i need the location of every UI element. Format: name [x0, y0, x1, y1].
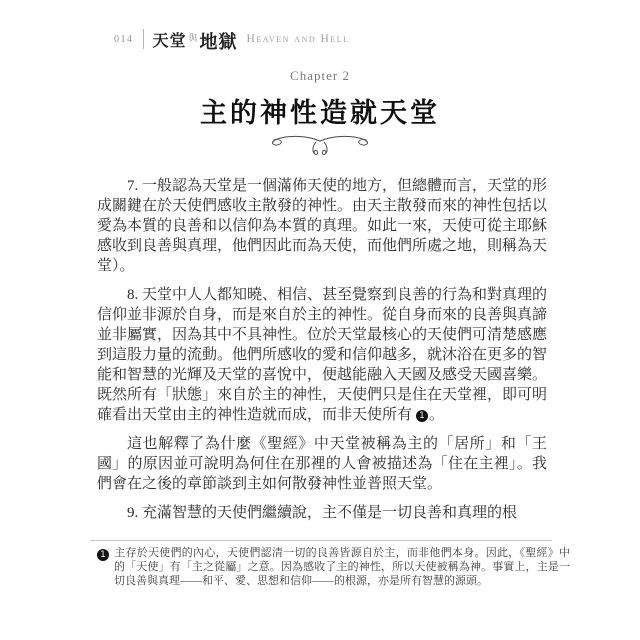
book-title-en: Heaven and Hell: [246, 33, 350, 45]
flourish-ornament-icon: [0, 133, 640, 164]
footnote-ref-badge: 1: [416, 410, 428, 422]
book-title-zh-second: 地獄: [199, 32, 238, 52]
paragraph-8-end: 。: [429, 407, 445, 423]
chapter-title: 主的神性造就天堂: [200, 98, 440, 128]
paragraph-8: [97, 285, 547, 425]
header-divider: [143, 29, 144, 49]
footnote-divider: [90, 540, 552, 541]
paragraph-7-text: 7. 一般認為天堂是一個滿佈天使的地方，但總體而言，天堂的形成關鍵在於天使們感收主散發的神性。由天主散發而來的神性包括以愛為本質的良善和以信仰為本質的真理。如此一來，天使可從主耶穌感收到良善與真理，他們因此而為天使，而他們所處之地，則稱為天堂）。: [97, 178, 548, 274]
paragraph-7: [97, 176, 547, 276]
paragraph-8-continued: [97, 434, 547, 494]
paragraph-9: [97, 503, 547, 523]
paragraph-9-text: 9. 充滿智慧的天使們繼續說，主不僅是一切良善和真理的根: [127, 505, 518, 521]
body-text: [97, 176, 547, 532]
footnote: [97, 547, 570, 588]
book-title-zh: 天堂: [152, 32, 187, 50]
running-header: [114, 26, 349, 52]
paragraph-8-continued-text: 這也解釋了為什麼《聖經》中天堂被稱為主的「居所」和「王國」的原因並可說明為何住在那裡的人會被描述為「住在主裡」。我們會在之後的章節談到主如何散發神性並普照天堂。: [97, 436, 547, 492]
footnote-text: 主存於天使們的內心，天使們認清一切的良善皆源自於主，而非他們本身。因此，《聖經》中的「天使」有「主之從屬」之意。因為感收了主的神性，所以天使被稱為神。事實上，主是一切良善與真理——和平、愛、思想和信仰——的根源，亦是所有智慧的源頭。: [114, 547, 570, 587]
chapter-heading: [0, 68, 640, 164]
paragraph-8-text: 8. 天堂中人人都知曉、相信、甚至覺察到良善的行為和對真理的信仰並非源於自身，而是來自於主的神性。從自身而來的良善與真諦並非屬實，因為其中不具神性。位於天堂最核心的天使們可清楚感應到這股力量的流動。他們所感收的愛和信仰越多，就沐浴在更多的智能和智慧的光輝及天堂的喜悅中，便越能融入天國及感受天國喜樂。既然所有「狀態」來自於主的神性，天使們只是住在天堂裡，即可明確看出天堂由主的神性造就而成，而非天使所有: [97, 287, 548, 423]
footnote-marker-badge: 1: [97, 549, 109, 561]
page-number: 014: [114, 33, 134, 45]
book-title-connector: 與: [188, 32, 198, 43]
chapter-label: Chapter 2: [290, 68, 350, 83]
